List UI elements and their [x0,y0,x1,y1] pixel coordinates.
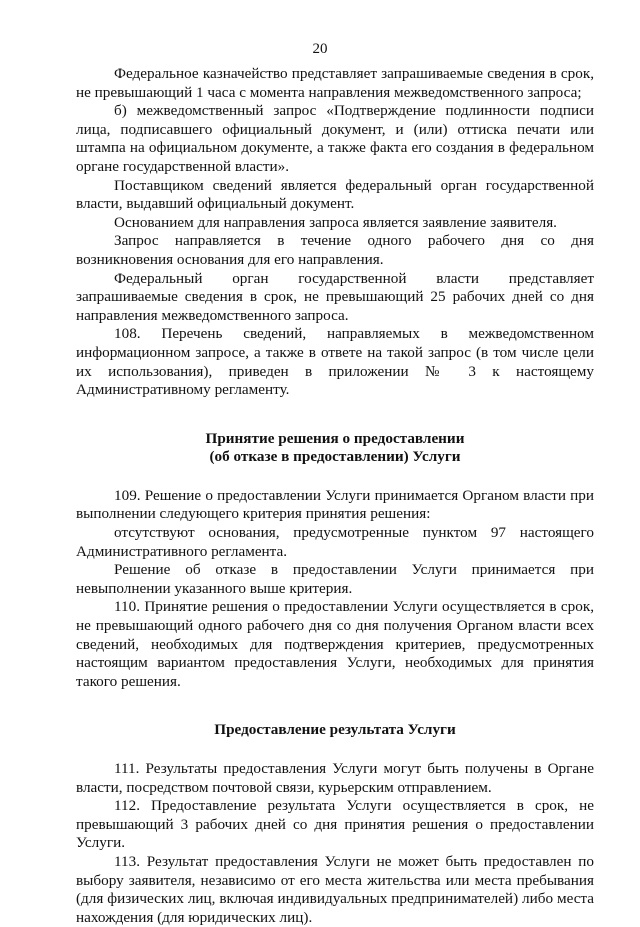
page-number: 20 [312,41,328,57]
paragraph: Поставщиком сведений является федеральный орган государственной власти, выдавший официальный документ. [76,176,594,213]
paragraph: 113. Результат предоставления Услуги не может быть предоставлен по выбору заявителя, независимо от его места жительства или места пребывания (для физических лиц, включая индивидуальных предпринимателей) либо места нахождения (для юридических лиц). [76,852,594,926]
paragraph: отсутствуют основания, предусмотренные пунктом 97 настоящего Административного регламента. [76,524,594,560]
paragraph: Федеральное казначейство представляет запрашиваемые сведения в срок, не превышающий 1 часа с момента направления межведомственного запроса; [76,65,594,101]
paragraph: Запрос направляется в течение одного рабочего дня со дня возникновения основания для его направления. [76,232,594,268]
section-heading: Принятие решения о предоставлении [205,429,465,447]
document-body [76,65,594,927]
section-heading: Предоставление результата Услуги [214,721,456,739]
paragraph: 112. Предоставление результата Услуги осуществляется в срок, не превышающий 3 рабочих дней со дня принятия решения о предоставлении Услуги. [76,797,594,852]
paragraph: 108. Перечень сведений, направляемых в межведомственном информационном запросе, а также в ответе на такой запрос (в том числе цели их использования), приведен в приложении № 3 к настоящему Административному регламенту. [76,325,594,399]
section-heading: (об отказе в предоставлении) Услуги [209,448,461,466]
paragraph: Решение об отказе в предоставлении Услуги принимается при невыполнении указанного выше критерия. [76,561,594,597]
paragraph: б) межведомственный запрос «Подтверждение подлинности подписи лица, подписавшего официальный документ, и (или) оттиска печати или штампа на официальном документе, а также факта его создания в федеральном органе государственной власти». [76,102,594,175]
paragraph: Основанием для направления запроса является заявление заявителя. [114,213,557,231]
paragraph: 109. Решение о предоставлении Услуги принимается Органом власти при выполнении следующего критерия принятия решения: [76,486,594,523]
paragraph: Федеральный орган государственной власти представляет запрашиваемые сведения в срок, не превышающий 25 рабочих дней со дня направления межведомственного запроса. [76,269,594,324]
paragraph: 111. Результаты предоставления Услуги могут быть получены в Органе власти, посредством почтовой связи, курьерским отправлением. [76,760,594,796]
paragraph: 110. Принятие решения о предоставлении Услуги осуществляется в срок, не превышающий одного рабочего дня со дня получения Органом власти всех сведений, необходимых для подтверждения критериев, предусмотренных настоящим вариантом предоставления Услуги, необходимых для принятия такого решения. [76,598,594,690]
